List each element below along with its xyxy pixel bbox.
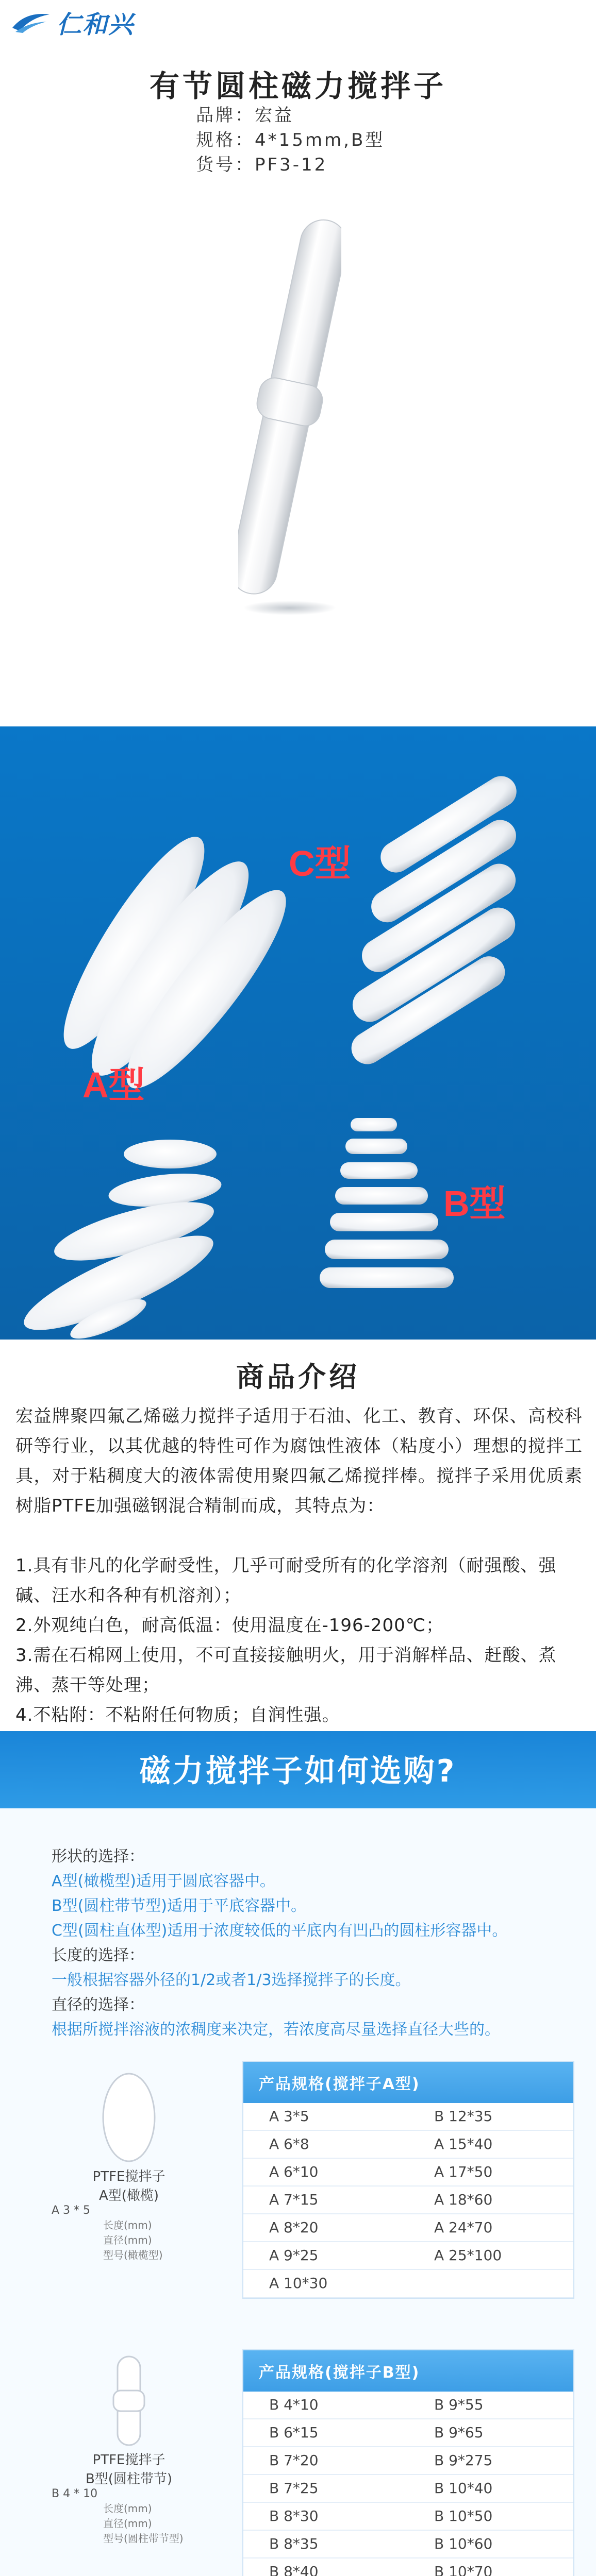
product-title: 有节圆柱磁力搅拌子 xyxy=(149,69,446,104)
spec-cell: B 10*50 xyxy=(408,2503,573,2531)
feature-item: 2.外观纯白色，耐高低温：使用温度在-196-200℃； xyxy=(15,1615,444,1636)
shape-line: C型(圆柱直体型)适用于浓度较低的平底内有凹凸的圆柱形容器中。 xyxy=(52,1922,508,1940)
spec-card-a xyxy=(242,2061,574,2299)
length-line: 一般根据容器外径的1/2或者1/3选择搅拌子的长度。 xyxy=(52,1971,411,1989)
logo-text: 仁和兴 xyxy=(57,10,135,39)
illo-dim: 长度(mm) xyxy=(103,2219,152,2231)
spec-cell: B 8*30 xyxy=(243,2503,408,2531)
logo-swoosh-icon xyxy=(10,10,52,34)
spec-size: 规格：4*15mm,B型 xyxy=(196,130,385,150)
intro-paragraph: 宏益牌聚四氟乙烯磁力搅拌子适用于石油、化工、教育、环保、高校科研等行业，以其优越的特性可作为腐蚀性液体（粘度小）理想的搅拌工具，对于粘稠度大的液体需使用聚四氟乙烯搅拌棒。搅拌子采用优质素树脂PTFE加强磁钢混合精制而成，其特点为： xyxy=(15,1406,583,1516)
olive-stir-bar-icon xyxy=(31,2071,227,2164)
photo-label-b: B型 xyxy=(443,1183,506,1224)
spec-cell: A 6*10 xyxy=(243,2159,408,2187)
shape-heading: 形状的选择： xyxy=(52,1848,144,1866)
spec-sku: 货号：PF3-12 xyxy=(196,155,328,175)
illo-type: B型(圆柱带节) xyxy=(85,2471,173,2487)
spec-cell: A 3*5 xyxy=(243,2103,408,2131)
spec-cell: B 7*20 xyxy=(243,2447,408,2475)
shape-line: B型(圆柱带节型)适用于平底容器中。 xyxy=(52,1897,306,1915)
spec-cell: B 12*35 xyxy=(408,2103,573,2131)
selection-title: 磁力搅拌子如何选购? xyxy=(139,1753,457,1789)
spec-cell: A 24*70 xyxy=(408,2214,573,2242)
spec-cell: A 25*100 xyxy=(408,2242,573,2270)
brand-logo xyxy=(10,4,134,40)
spec-cell: B 10*60 xyxy=(408,2531,573,2558)
feature-item: 1.具有非凡的化学耐受性，几乎可耐受所有的化学溶剂（耐强酸、强碱、汪水和各种有机溶剂）； xyxy=(15,1555,557,1606)
spec-card-header: 产品规格(搅拌子A型) xyxy=(243,2062,573,2103)
illo-dim: 型号(橄榄型) xyxy=(103,2249,163,2261)
spec-cell: B 8*35 xyxy=(243,2531,408,2558)
illo-code: A 3 * 5 xyxy=(52,2204,91,2217)
spec-cell: B 9*275 xyxy=(408,2447,573,2475)
spec-cell: A 10*30 xyxy=(243,2270,408,2298)
spec-card-b xyxy=(242,2349,574,2576)
photo-label-c: C型 xyxy=(289,843,351,884)
spec-cell: B 4*10 xyxy=(243,2392,408,2419)
illo-dim: 长度(mm) xyxy=(103,2502,152,2515)
diameter-line: 根据所搅拌溶液的浓稠度来决定，若浓度高尽量选择直径大些的。 xyxy=(52,2021,500,2039)
illustration-a xyxy=(31,2071,227,2267)
spec-cell: A 9*25 xyxy=(243,2242,408,2270)
spec-cell: B 9*65 xyxy=(408,2419,573,2447)
illo-dim: 直径(mm) xyxy=(103,2234,152,2246)
spec-cell: A 6*8 xyxy=(243,2131,408,2159)
spec-cell: A 8*20 xyxy=(243,2214,408,2242)
spec-cell: B 10*70 xyxy=(408,2558,573,2576)
spec-cell: A 17*50 xyxy=(408,2159,573,2187)
illo-code: B 4 * 10 xyxy=(52,2487,98,2500)
stir-bar-assortment-photo xyxy=(0,726,596,1340)
illo-name: PTFE搅拌子 xyxy=(92,2452,165,2468)
feature-item: 3.需在石棉网上使用，不可直接接触明火，用于消解样品、赶酸、煮沸、蒸干等处理； xyxy=(15,1645,557,1696)
spec-grid xyxy=(243,2103,573,2298)
spec-cell: A 18*60 xyxy=(408,2187,573,2214)
illustration-b xyxy=(31,2354,227,2550)
stir-bar-product-image xyxy=(238,196,341,618)
spec-cell: B 10*40 xyxy=(408,2475,573,2503)
shape-line: A型(橄榄型)适用于圆底容器中。 xyxy=(52,1872,275,1890)
product-photo-section xyxy=(0,726,596,1340)
photo-label-a: A型 xyxy=(82,1065,145,1105)
spec-cell: A 7*15 xyxy=(243,2187,408,2214)
spec-grid xyxy=(243,2392,573,2576)
spec-cell: B 8*40 xyxy=(243,2558,408,2576)
spec-card-header: 产品规格(搅拌子B型) xyxy=(243,2350,573,2392)
illo-dim: 型号(圆柱带节型) xyxy=(103,2532,184,2545)
spec-cell: B 6*15 xyxy=(243,2419,408,2447)
spec-cell: B 7*25 xyxy=(243,2475,408,2503)
spec-cell: A 15*40 xyxy=(408,2131,573,2159)
feature-list xyxy=(15,1551,583,1730)
spec-cell: B 9*55 xyxy=(408,2392,573,2419)
selection-guide xyxy=(52,1844,547,2042)
length-heading: 长度的选择： xyxy=(52,1946,144,1964)
diameter-heading: 直径的选择： xyxy=(52,1996,144,2014)
feature-item: 4.不粘附：不粘附任何物质；自润性强。 xyxy=(15,1705,340,1725)
spec-brand: 品牌：宏益 xyxy=(196,105,294,126)
illo-type: A型(橄榄) xyxy=(98,2188,159,2204)
spec-cell xyxy=(408,2270,573,2298)
illo-dim: 直径(mm) xyxy=(103,2517,152,2530)
intro-title: 商品介绍 xyxy=(236,1361,360,1393)
pivot-ring-stir-bar-icon xyxy=(31,2354,227,2447)
illo-name: PTFE搅拌子 xyxy=(92,2169,165,2184)
